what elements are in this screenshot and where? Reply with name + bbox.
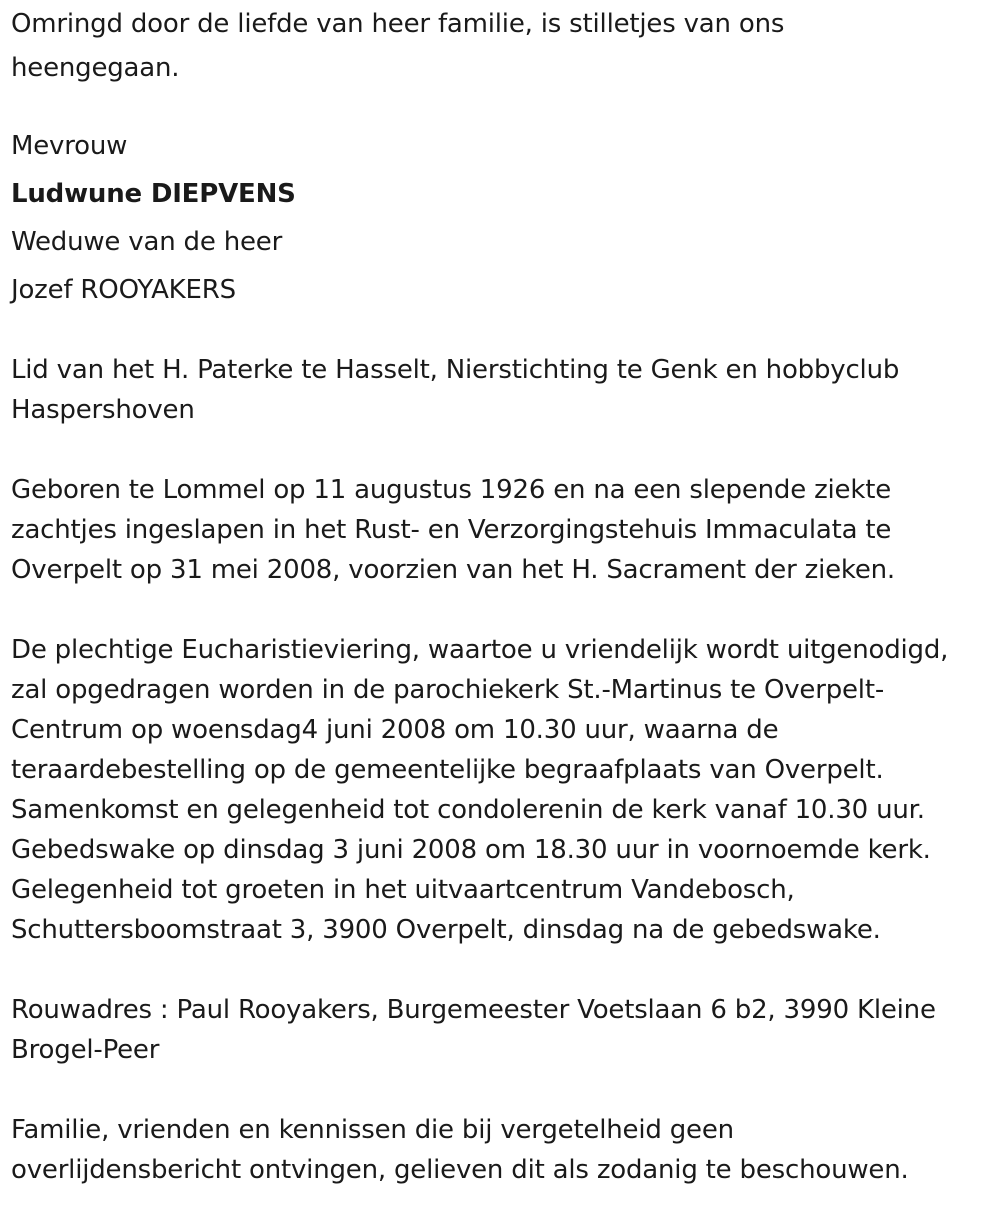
ceremony-line-2: zal opgedragen worden in de parochiekerk St.-Martinus te Overpelt- xyxy=(11,675,884,705)
ceremony-line-6: Gebedswake op dinsdag 3 juni 2008 om 18.30 uur in voornoemde kerk. xyxy=(11,835,931,865)
ceremony-line-3: Centrum op woensdag4 juni 2008 om 10.30 uur, waarna de xyxy=(11,715,779,745)
membership-line-2: Haspershoven xyxy=(11,395,195,425)
membership-line-1: Lid van het H. Paterke te Hasselt, Nierstichting te Genk en hobbyclub xyxy=(11,355,900,385)
intro-line-1: Omringd door de liefde van heer familie, is stilletjes van ons xyxy=(11,9,785,39)
ceremony-line-7: Gelegenheid tot groeten in het uitvaartcentrum Vandebosch, xyxy=(11,875,795,905)
closing-line-1: Familie, vrienden en kennissen die bij vergetelheid geen xyxy=(11,1115,734,1145)
spouse-name: Jozef ROOYAKERS xyxy=(11,275,236,305)
ceremony-line-5: Samenkomst en gelegenheid tot condolerenin de kerk vanaf 10.30 uur. xyxy=(11,795,925,825)
widow-of-label: Weduwe van de heer xyxy=(11,227,283,257)
address-line-1: Rouwadres : Paul Rooyakers, Burgemeester Voetslaan 6 b2, 3990 Kleine xyxy=(11,995,936,1025)
birth-death-line-3: Overpelt op 31 mei 2008, voorzien van het H. Sacrament der zieken. xyxy=(11,555,895,585)
deceased-name: Ludwune DIEPVENS xyxy=(11,179,296,209)
intro-line-2: heengegaan. xyxy=(11,53,180,83)
ceremony-line-4: teraardebestelling op de gemeentelijke begraafplaats van Overpelt. xyxy=(11,755,884,785)
address-line-2: Brogel-Peer xyxy=(11,1035,160,1065)
birth-death-line-2: zachtjes ingeslapen in het Rust- en Verzorgingstehuis Immaculata te xyxy=(11,515,892,545)
birth-death-line-1: Geboren te Lommel op 11 augustus 1926 en na een slepende ziekte xyxy=(11,475,891,505)
ceremony-line-8: Schuttersboomstraat 3, 3900 Overpelt, dinsdag na de gebedswake. xyxy=(11,915,881,945)
ceremony-line-1: De plechtige Eucharistieviering, waartoe u vriendelijk wordt uitgenodigd, xyxy=(11,635,949,665)
salutation: Mevrouw xyxy=(11,131,128,161)
closing-line-2: overlijdensbericht ontvingen, gelieven dit als zodanig te beschouwen. xyxy=(11,1155,909,1185)
